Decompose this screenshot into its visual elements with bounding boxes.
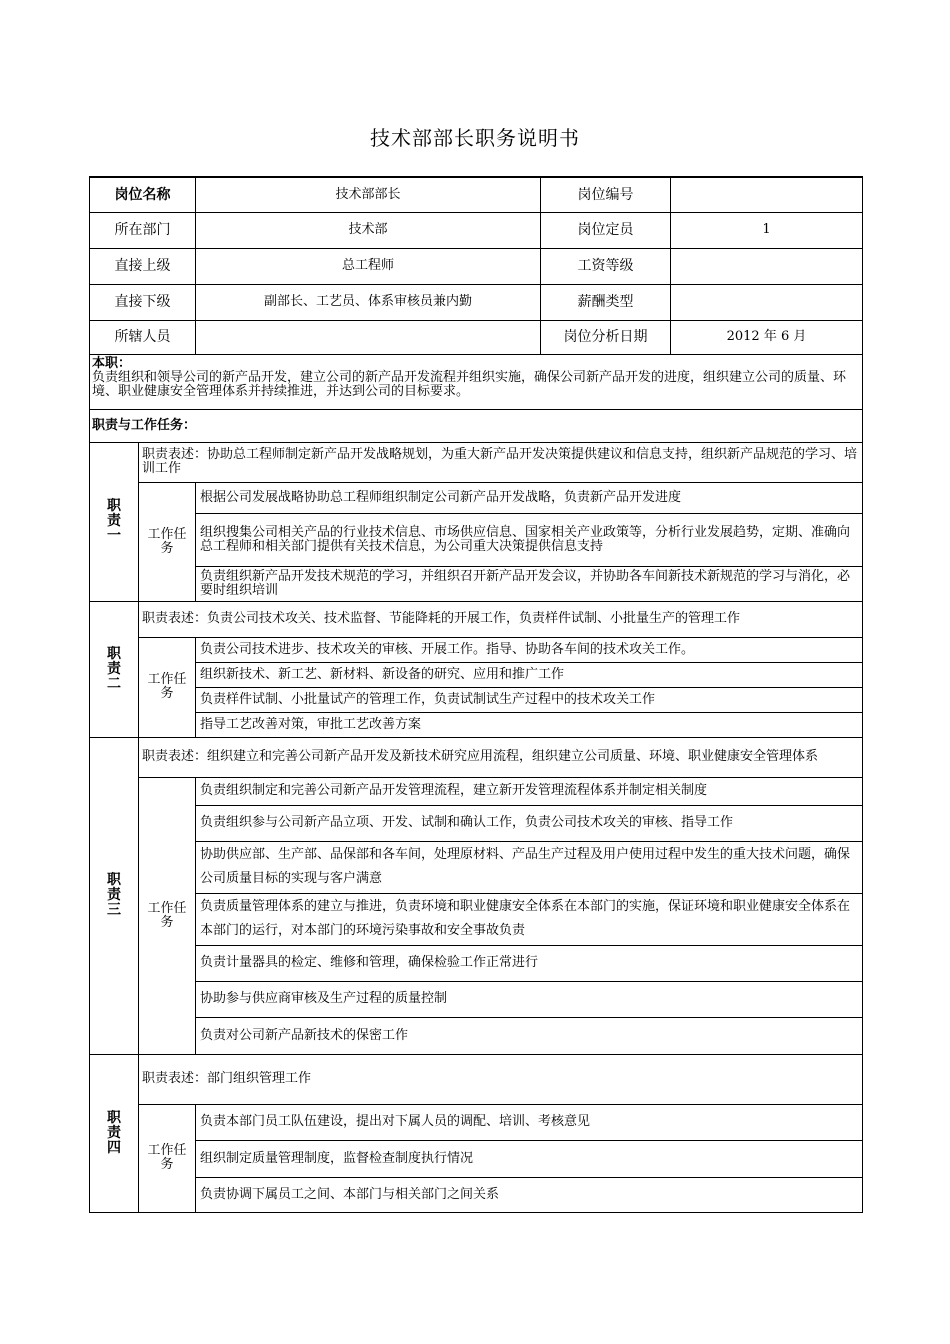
task-row: [90, 662, 863, 687]
info-label-analysis-date: 岗位分析日期: [541, 320, 671, 354]
task-item: 根据公司发展战略协助总工程师组织制定公司新产品开发战略，负责新产品开发进度: [196, 482, 863, 513]
job-summary: [90, 354, 863, 409]
task-item: 负责质量管理体系的建立与推进，负责环境和职业健康安全体系在本部门的实施，保证环境和职业健康安全体系在本部门的运行，对本部门的环境污染事故和安全事故负责: [196, 893, 863, 945]
duty-description: 职责表述：部门组织管理工作: [139, 1054, 863, 1104]
info-label-pay-type: 薪酬类型: [541, 284, 671, 320]
task-item: 负责对公司新产品新技术的保密工作: [196, 1017, 863, 1054]
info-value-analysis-date: 2012 年 6 月: [671, 320, 863, 354]
info-label-department: 所在部门: [90, 212, 196, 248]
info-row: [90, 177, 863, 212]
task-item: 负责公司技术进步、技术攻关的审核、开展工作。指导、协助各车间的技术攻关工作。: [196, 637, 863, 662]
info-row: [90, 320, 863, 354]
info-label-position-name: 岗位名称: [90, 177, 196, 212]
task-item: 负责组织制定和完善公司新产品开发管理流程，建立新开发管理流程体系并制定相关制度: [196, 777, 863, 805]
duty-description: 职责表述：协助总工程师制定新产品开发战略规划，为重大新产品开发决策提供建议和信息支持，组织新产品规范的学习、培训工作: [139, 442, 863, 482]
duty-label-cell: [90, 601, 139, 737]
task-item: 负责组织参与公司新产品立项、开发、试制和确认工作，负责公司技术攻关的审核、指导工作: [196, 805, 863, 841]
task-item: 组织搜集公司相关产品的行业技术信息、市场供应信息、国家相关产业政策等，分析行业发展趋势，定期、准确向总工程师和相关部门提供有关技术信息，为公司重大决策提供信息支持: [196, 513, 863, 566]
task-item: 负责协调下属员工之间、本部门与相关部门之间关系: [196, 1177, 863, 1212]
duty-description: 职责表述：组织建立和完善公司新产品开发及新技术研究应用流程，组织建立公司质量、环境、职业健康安全管理体系: [139, 737, 863, 777]
task-row: [90, 841, 863, 893]
document-title: 技术部部长职务说明书: [370, 126, 580, 150]
duty-description-row: [90, 1054, 863, 1104]
info-value-subordinates: 副部长、工艺员、体系审核员兼内勤: [196, 284, 541, 320]
info-value-salary-grade: [671, 248, 863, 284]
task-row: [90, 777, 863, 805]
info-value-pay-type: [671, 284, 863, 320]
info-row: [90, 284, 863, 320]
task-item: 指导工艺改善对策，审批工艺改善方案: [196, 712, 863, 737]
task-item: 组织新技术、新工艺、新材料、新设备的研究、应用和推广工作: [196, 662, 863, 687]
task-item: 组织制定质量管理制度，监督检查制度执行情况: [196, 1140, 863, 1177]
info-value-department: 技术部: [196, 212, 541, 248]
task-label: 工作任务: [139, 1104, 196, 1212]
duty-description-row: [90, 601, 863, 637]
task-row: [90, 981, 863, 1017]
task-row: [90, 805, 863, 841]
info-row: [90, 212, 863, 248]
info-label-salary-grade: 工资等级: [541, 248, 671, 284]
task-item: 协助供应部、生产部、品保部和各车间，处理原材料、产品生产过程及用户使用过程中发生的重大技术问题，确保公司质量目标的实现与客户满意: [196, 841, 863, 893]
duty-description-row: [90, 737, 863, 777]
task-item: 负责组织新产品开发技术规范的学习，并组织召开新产品开发会议，并协助各车间新技术新规范的学习与消化，必要时组织培训: [196, 566, 863, 601]
summary-heading: 本职：: [92, 355, 132, 371]
info-value-staff: [196, 320, 541, 354]
info-row: [90, 248, 863, 284]
duty-label-cell: [90, 1054, 139, 1212]
task-row: [90, 893, 863, 945]
task-label: 工作任务: [139, 777, 196, 1054]
info-label-staff: 所辖人员: [90, 320, 196, 354]
task-label: 工作任务: [139, 482, 196, 601]
info-label-superior: 直接上级: [90, 248, 196, 284]
info-label-position-code: 岗位编号: [541, 177, 671, 212]
info-label-subordinates: 直接下级: [90, 284, 196, 320]
task-row: [90, 513, 863, 566]
task-item: 协助参与供应商审核及生产过程的质量控制: [196, 981, 863, 1017]
task-row: [90, 687, 863, 712]
task-label: 工作任务: [139, 637, 196, 737]
info-value-position-name: 技术部部长: [196, 177, 541, 212]
duty-label: 职责三: [107, 872, 121, 918]
task-row: [90, 945, 863, 981]
duty-label-cell: [90, 737, 139, 1054]
duty-description-row: [90, 442, 863, 482]
duty-description: 职责表述：负责公司技术攻关、技术监督、节能降耗的开展工作，负责样件试制、小批量生产的管理工作: [139, 601, 863, 637]
duties-heading: 职责与工作任务：: [90, 409, 863, 442]
job-description-table: [89, 176, 863, 1213]
duty-label: 职责四: [107, 1109, 121, 1156]
task-row: [90, 566, 863, 601]
info-value-superior: 总工程师: [196, 248, 541, 284]
task-row: [90, 1104, 863, 1140]
summary-row: [90, 354, 863, 409]
duty-label: 职责一: [107, 498, 121, 544]
task-row: [90, 1177, 863, 1212]
task-item: 负责本部门员工队伍建设，提出对下属人员的调配、培训、考核意见: [196, 1104, 863, 1140]
task-row: [90, 637, 863, 662]
task-row: [90, 1140, 863, 1177]
task-item: 负责计量器具的检定、维修和管理，确保检验工作正常进行: [196, 945, 863, 981]
task-item: 负责样件试制、小批量试产的管理工作，负责试制试生产过程中的技术攻关工作: [196, 687, 863, 712]
task-row: [90, 482, 863, 513]
duties-heading-row: [90, 409, 863, 442]
summary-text: 负责组织和领导公司的新产品开发，建立公司的新产品开发流程并组织实施，确保公司新产品开发的进度，组织建立公司的质量、环境、职业健康安全管理体系并持续推进，并达到公司的目标要求。: [92, 369, 847, 399]
task-row: [90, 712, 863, 737]
info-value-headcount: 1: [671, 212, 863, 248]
info-value-position-code: [671, 177, 863, 212]
task-row: [90, 1017, 863, 1054]
duty-label-cell: [90, 442, 139, 601]
info-label-headcount: 岗位定员: [541, 212, 671, 248]
duty-label: 职责二: [107, 645, 121, 692]
